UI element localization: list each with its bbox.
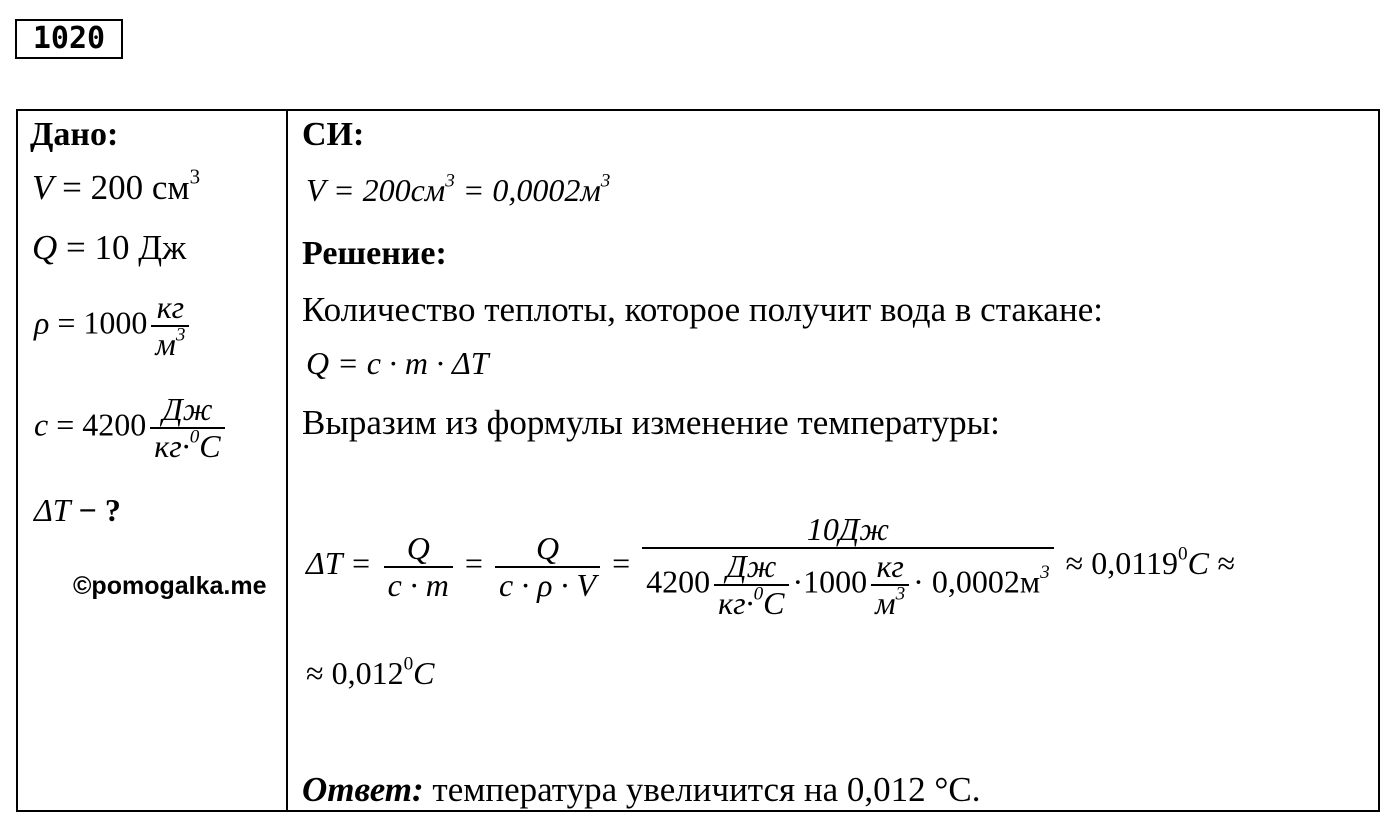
- heat-formula: Q = c · m · ΔT: [306, 345, 489, 381]
- density-unit-den: $м^3$: [151, 325, 189, 362]
- watermark: ©pomogalka.me: [73, 572, 267, 600]
- given-heat: [32, 228, 186, 268]
- density-unit-fraction: [151, 290, 189, 362]
- volume-value: = 200 см: [53, 168, 190, 207]
- fraction-numeric: 10Дж 4200 $\frac{Дж}{кг\cdot^0C}$ ·1000 $\frac{кг}{м^3}$ · $0,0002м^3$: [642, 512, 1054, 622]
- density-symbol: ρ: [34, 304, 50, 341]
- heat-symbol: Q: [32, 228, 58, 267]
- si-heading: СИ:: [302, 116, 365, 153]
- solution-line-2: Выразим из формулы изменение температуры:: [302, 403, 1000, 442]
- fraction-q-over-crhov: $\frac{Q}{c \cdot \rho \cdot V}$: [495, 531, 600, 603]
- solution-heading: Решение:: [302, 235, 447, 272]
- volume-exponent: 3: [189, 164, 201, 189]
- delta-t-formula: ΔT = $\frac{Q}{c \cdot m}$ = $\frac{Q}{c \cdot \rho \cdot V}$ = 10Дж 4200 $\frac{Дж}{кг\cdot^0C}$ ·1000 $\frac{кг}{м^3}$ · $0,0002м^3$ ≈ $0,0119^0C$ ≈: [306, 511, 1235, 622]
- heat-value: = 10 Дж: [57, 228, 187, 267]
- given-volume: [32, 164, 201, 208]
- specific-heat-unit-num: Дж: [162, 391, 213, 427]
- unknown-symbol: ΔT: [34, 492, 71, 528]
- volume-symbol: V: [32, 168, 54, 207]
- specific-heat-unit-fraction: [150, 392, 224, 464]
- answer-line: [302, 770, 981, 810]
- specific-heat-value: = 4200: [48, 406, 147, 443]
- approx-result-1: ≈ $0,0119^0C$ ≈: [1065, 543, 1235, 582]
- density-unit-num: кг: [156, 289, 185, 325]
- density-value: = 1000: [49, 304, 148, 341]
- given-heading: Дано:: [30, 116, 119, 153]
- given-density: [34, 290, 193, 362]
- solution-line-1: Количество теплоты, которое получит вода в стакане:: [302, 290, 1103, 329]
- problem-number: 1020: [15, 19, 123, 59]
- si-volume: $V = 200см^3 = 0,0002м^3$: [306, 170, 611, 208]
- unknown-question: ?: [104, 492, 121, 528]
- delta-t-lhs: ΔT =: [306, 545, 372, 582]
- answer-label: Ответ:: [302, 770, 424, 809]
- given-specific-heat: [34, 392, 229, 464]
- column-divider: [286, 109, 288, 812]
- fraction-q-over-cm: $\frac{Q}{c \cdot m}$: [384, 531, 453, 603]
- approx-result-2: ≈ $0,012^0C$: [306, 653, 435, 691]
- specific-heat-symbol: c: [34, 406, 49, 443]
- answer-text: температура увеличится на 0,012 °C.: [423, 770, 981, 809]
- specific-heat-unit-den: кг·$^0$C: [150, 427, 224, 464]
- unknown-dash: −: [70, 492, 105, 528]
- given-unknown: [34, 492, 121, 529]
